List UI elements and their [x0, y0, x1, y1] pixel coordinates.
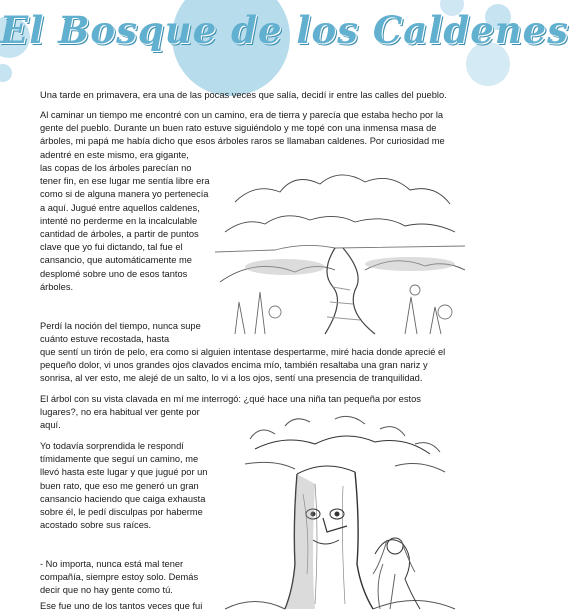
paragraph-tiempo: que sentí un tirón de pelo, era como si alguien intentase despertarme, miré hacia donde aprecié el pequeño dolor, vi unos grandes ojos clavados encima mío, también resaltaba una gran nariz y sonrisa, al ver esto, me alejé de un salto, lo vi a los ojos, sentí una presencia de tranquilidad. [40, 347, 446, 384]
talking-tree-illustration [215, 414, 465, 609]
decorative-bubble [0, 64, 12, 82]
paragraph-tiempo-wrap: Perdí la noción del tiempo, nunca supe cuánto estuve recostada, hasta [40, 321, 201, 345]
paragraph-respuesta: Yo todavía sorprendida le respondí tímidamente que seguí un camino, me llevó hasta este lugar y que jugué por un buen rato, que eso me generó un gran cansancio haciendo que caiga exhausta sobre él, le pedí disculpas por haberme acostado sobre sus raíces. [40, 441, 208, 531]
paragraph-arbol: El árbol con su vista clavada en mí me interrogó: ¿qué hace una niña tan pequeña por estos [40, 394, 421, 404]
paragraph-companía: - No importa, nunca está mal tener compañía, siempre estoy solo. Demás decir que no hay gente como tú. [40, 559, 199, 596]
forest-path-illustration [215, 162, 465, 334]
paragraph-intro: Una tarde en primavera, era una de las pocas veces que salía, decidí ir entre las calles del pueblo. [40, 90, 447, 100]
paragraph-camino: Al caminar un tiempo me encontré con un camino, era de tierra y parecía que estaba hecho por la gente del pueblo. Durante un buen rato estuve siguiéndolo y me topé con una inmensa masa de árboles, mi papá me había dicho que esos árboles raros se llamaban caldenes. Por curiosidad me adentré en este mismo, era gigante, [40, 110, 445, 160]
paragraph-arbol-wrap: lugares?, no era habitual ver gente por aquí. [40, 407, 200, 431]
paragraph-camino-wrap: las copas de los árboles parecían no tener fin, en ese lugar me sentía libre era como si de alguna manera yo pertenecía a aquí. Jugué entre aquellos caldenes, intenté no perderme en la incalculable cantidad de árboles, a partir de puntos clave que yo fui dictando, tal fue el cansancio, que automáticamente me desplomé sobre uno de esos tantos árboles. [40, 163, 210, 292]
page-title: El Bosque de los Caldenes [0, 8, 569, 52]
paragraph-final: Ese fue uno de los tantos veces que fui [40, 601, 203, 611]
